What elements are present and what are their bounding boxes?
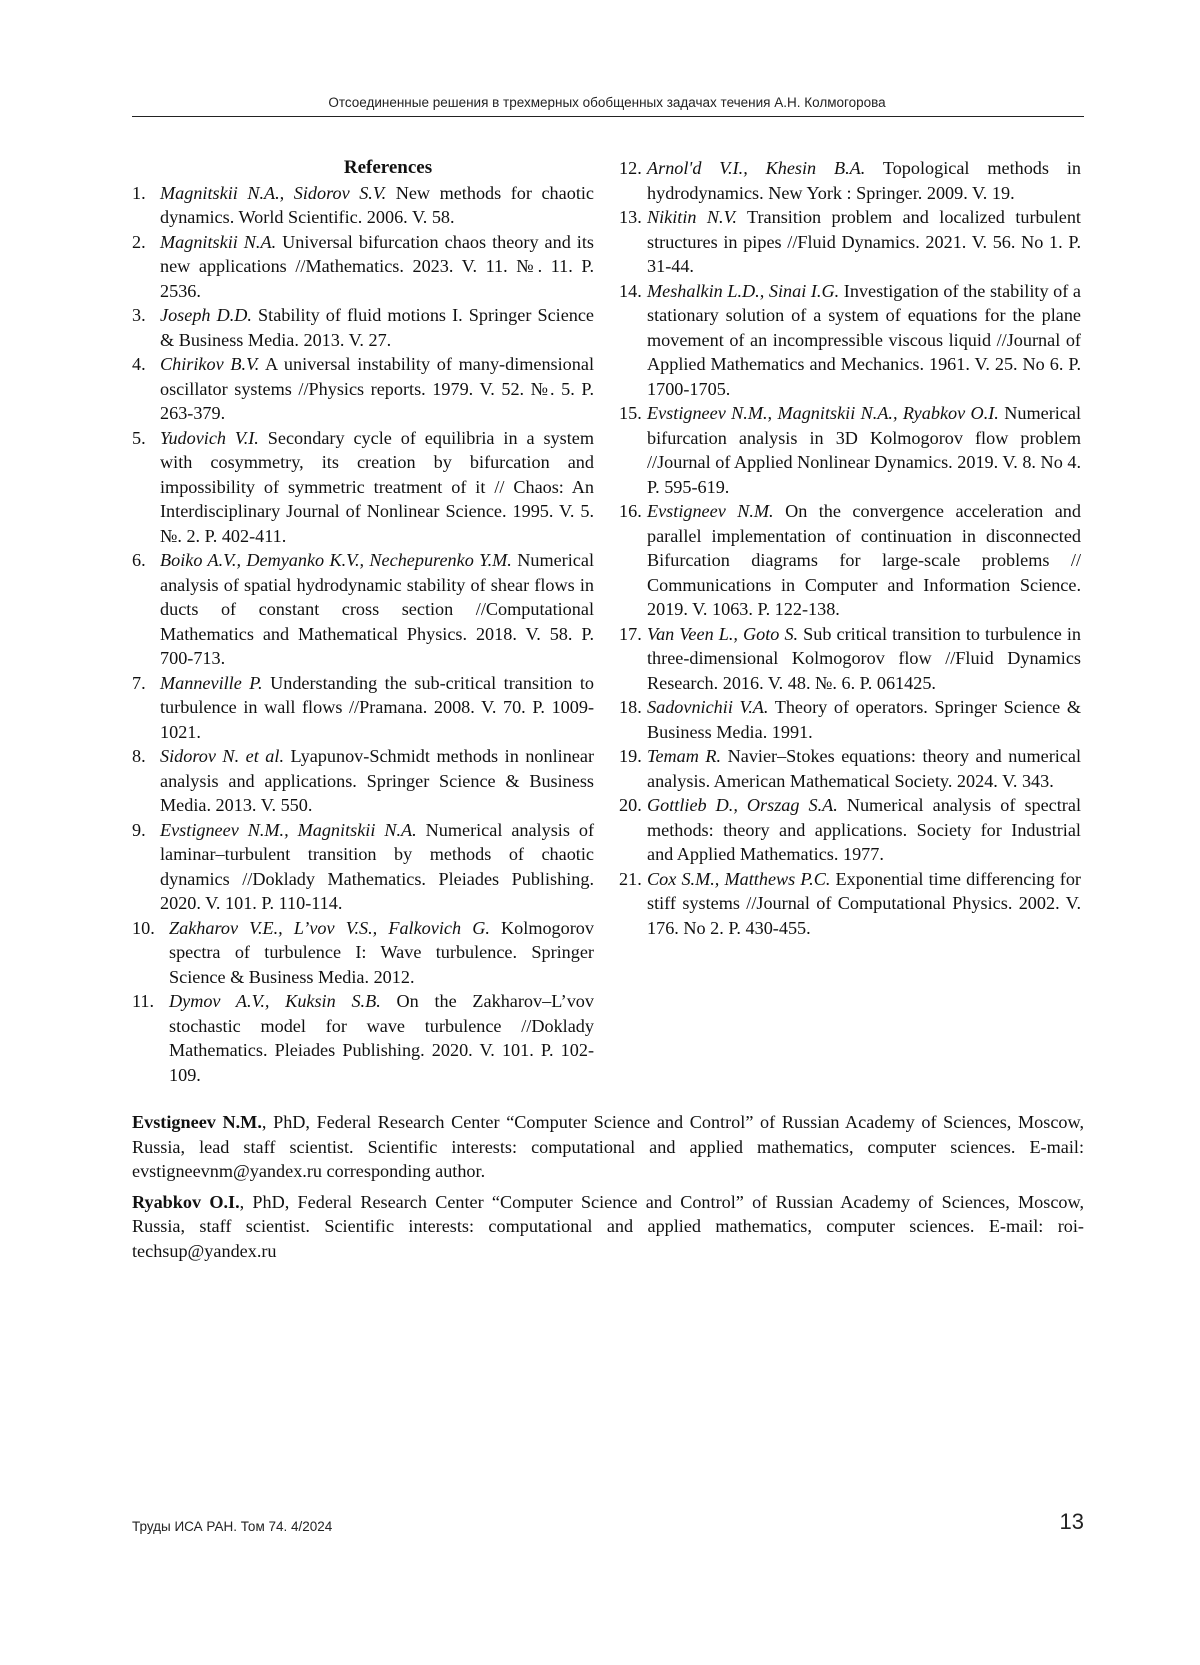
reference-text: Kolmogorov spectra of turbulence I: Wave turbulence. Springer Science & Business Media. 2012. [169,917,594,987]
reference-text: Secondary cycle of equilibria in a system with cosymmetry, its creation by bifurcation and impossibility of symmetric treatment of it // Chaos: An Interdisciplinary Journal of Nonlinear Science. 1995. V. 5. №. 2. P. 402-411. [160,427,594,546]
author-info-block [132,1110,1084,1269]
reference-number: 9. [132,819,146,840]
references-right-column [619,156,1081,940]
reference-list-left [132,181,594,1088]
reference-text: On the Zakharov–L’vov stochastic model for wave turbulence //Doklady Mathematics. Pleiades Publishing. 2020. V. 101. P. 102-109. [169,991,594,1085]
reference-number: 10. [132,917,155,938]
reference-authors: Van Veen L., Goto S. [647,623,799,644]
author-name: Ryabkov O.I. [132,1191,240,1212]
reference-authors: Evstigneev N.M., Magnitskii N.A., Ryabkov O.I. [647,403,999,423]
reference-text: Numerical analysis of spectral methods: theory and applications. Society for Industrial and Applied Mathematics. 1977. [647,795,1081,864]
references-title: References [343,157,433,178]
author-name: Evstigneev N.M. [132,1112,262,1132]
reference-item [619,156,1081,205]
reference-authors: Magnitskii N.A., Sidorov S.V. [160,182,387,203]
reference-number: 13. [619,207,642,227]
reference-number: 4. [132,354,146,374]
reference-text: A universal instability of many-dimensional oscillator systems //Physics reports. 1979. V. 52. №. 5. P. 263-379. [160,354,594,423]
reference-authors: Dymov A.V., Kuksin S.B. [169,991,381,1011]
reference-number: 18. [619,697,642,717]
reference-number: 5. [132,427,146,448]
reference-number: 1. [132,182,146,203]
reference-number: 6. [132,550,146,570]
author-info [132,1110,1084,1184]
reference-item [619,695,1081,744]
reference-text: Universal bifurcation chaos theory and its new applications //Mathematics. 2023. V. 11. №. 11. P. 2536. [160,231,594,301]
reference-item [619,279,1081,402]
reference-text: Numerical analysis of laminar–turbulent transition by methods of chaotic dynamics //Doklady Mathematics. Pleiades Publishing. 2020. V. 101. P. 110-114. [160,819,595,913]
reference-authors: Arnol'd V.I., Khesin B.A. [647,158,866,178]
reference-authors: Evstigneev N.M. [647,501,774,521]
reference-authors: Zakharov V.E., L’vov V.S., Falkovich G. [169,917,490,938]
reference-item [619,205,1081,279]
reference-text: Exponential time differencing for stiff systems //Journal of Computational Physics. 2002. V. 176. No 2. P. 430-455. [647,868,1081,938]
reference-text: Lyapunov-Schmidt methods in nonlinear analysis and applications. Springer Science & Business Media. 2013. V. 550. [160,746,595,815]
reference-number: 3. [132,305,146,325]
reference-authors: Magnitskii N.A. [160,231,277,252]
reference-text: Investigation of the stability of a stationary solution of a system of equations for the plane movement of an incompressible viscous liquid //Journal of Applied Mathematics and Mechanics. 1961. V. 25. No 6. P. 1700-1705. [647,280,1082,399]
reference-item [619,622,1081,696]
reference-item [619,401,1081,499]
reference-text: New methods for chaotic dynamics. World Scientific. 2006. V. 58. [160,182,594,227]
reference-text: Stability of fluid motions I. Springer Science & Business Media. 2013. V. 27. [160,305,595,350]
reference-number: 16. [619,501,642,521]
reference-text: Navier–Stokes equations: theory and numerical analysis. American Mathematical Society. 2024. V. 343. [647,746,1081,791]
reference-text: Numerical bifurcation analysis in 3D Kolmogorov flow problem //Journal of Applied Nonlinear Dynamics. 2019. V. 8. No 4. P. 595-619. [647,403,1081,497]
reference-number: 8. [132,746,146,766]
references-left-column [132,156,594,1087]
author-description: , PhD, Federal Research Center “Computer Science and Control” of Russian Academy of Sciences, Moscow, Russia, lead staff scientist. Scientific interests: computational and applied mathematics, computer sciences. E-mail: evstigneevnm@yandex.ru corresponding author. [132,1112,1084,1181]
reference-text: Topological methods in hydrodynamics. New York : Springer. 2009. V. 19. [647,158,1081,203]
reference-item [132,181,594,230]
reference-item [619,867,1081,941]
reference-number: 14. [619,280,642,301]
reference-number: 7. [132,672,146,693]
reference-item [132,230,594,304]
reference-text: Sub critical transition to turbulence in three-dimensional Kolmogorov flow //Fluid Dynamics Research. 2016. V. 48. №. 6. P. 061425. [647,623,1081,693]
reference-text: On the convergence acceleration and parallel implementation of continuation in disconnected Bifurcation diagrams for large-scale problems // Communications in Computer and Information Science. 2019. V. 1063. P. 122-138. [647,501,1081,619]
reference-number: 21. [619,868,642,889]
reference-item [132,352,594,426]
footer-journal-info: Труды ИСА РАН. Том 74. 4/2024 [132,1519,333,1534]
author-description: , PhD, Federal Research Center “Computer Science and Control” of Russian Academy of Sciences, Moscow, Russia, staff scientist. Scientific interests: computational and applied mathematics, computer sciences. E-mail: roi-techsup@yandex.ru [132,1191,1084,1261]
reference-number: 11. [132,991,155,1011]
reference-number: 12. [619,158,642,178]
reference-authors: Gottlieb D., Orszag S.A. [647,795,838,815]
reference-item [619,744,1081,793]
reference-authors: Sadovnichii V.A. [647,697,769,717]
reference-authors: Sidorov N. et al. [160,746,284,766]
reference-item [132,303,594,352]
reference-item [619,793,1081,867]
reference-authors: Boiko A.V., Demyanko K.V., Nechepurenko Y.M. [160,550,512,570]
author-info [132,1190,1084,1264]
reference-text: Numerical analysis of spatial hydrodynamic stability of shear flows in ducts of constant cross section //Computational Mathematics and Mathematical Physics. 2018. V. 58. P. 700-713. [160,550,594,668]
reference-authors: Nikitin N.V. [647,207,737,227]
reference-text: Understanding the sub-critical transition to turbulence in wall flows //Pramana. 2008. V. 70. P. 1009-1021. [160,672,594,742]
reference-item [132,548,594,671]
header-rule [132,116,1084,117]
running-header: Отсоединенные решения в трехмерных обобщенных задачах течения А.Н. Колмогорова [328,95,886,110]
reference-item [132,426,594,549]
reference-text: Theory of operators. Springer Science & Business Media. 1991. [647,697,1081,742]
reference-item [132,671,594,745]
reference-authors: Joseph D.D. [160,305,252,325]
reference-number: 2. [132,231,146,252]
reference-item [132,818,594,916]
reference-authors: Yudovich V.I. [160,427,259,448]
reference-item [132,916,594,990]
page-number: 13 [1059,1509,1084,1534]
reference-authors: Chirikov B.V. [160,354,260,374]
reference-item [132,744,594,818]
reference-number: 19. [619,746,642,766]
reference-authors: Temam R. [647,746,722,766]
reference-number: 20. [619,795,642,815]
reference-authors: Meshalkin L.D., Sinai I.G. [647,280,840,301]
reference-authors: Manneville P. [160,672,263,693]
reference-authors: Cox S.M., Matthews P.C. [647,868,831,889]
reference-authors: Evstigneev N.M., Magnitskii N.A. [160,819,417,840]
reference-item [132,989,594,1087]
reference-item [619,499,1081,622]
reference-text: Transition problem and localized turbulent structures in pipes //Fluid Dynamics. 2021. V. 56. No 1. P. 31-44. [647,207,1081,276]
reference-number: 15. [619,403,642,423]
reference-number: 17. [619,623,642,644]
reference-list-right [619,156,1081,940]
